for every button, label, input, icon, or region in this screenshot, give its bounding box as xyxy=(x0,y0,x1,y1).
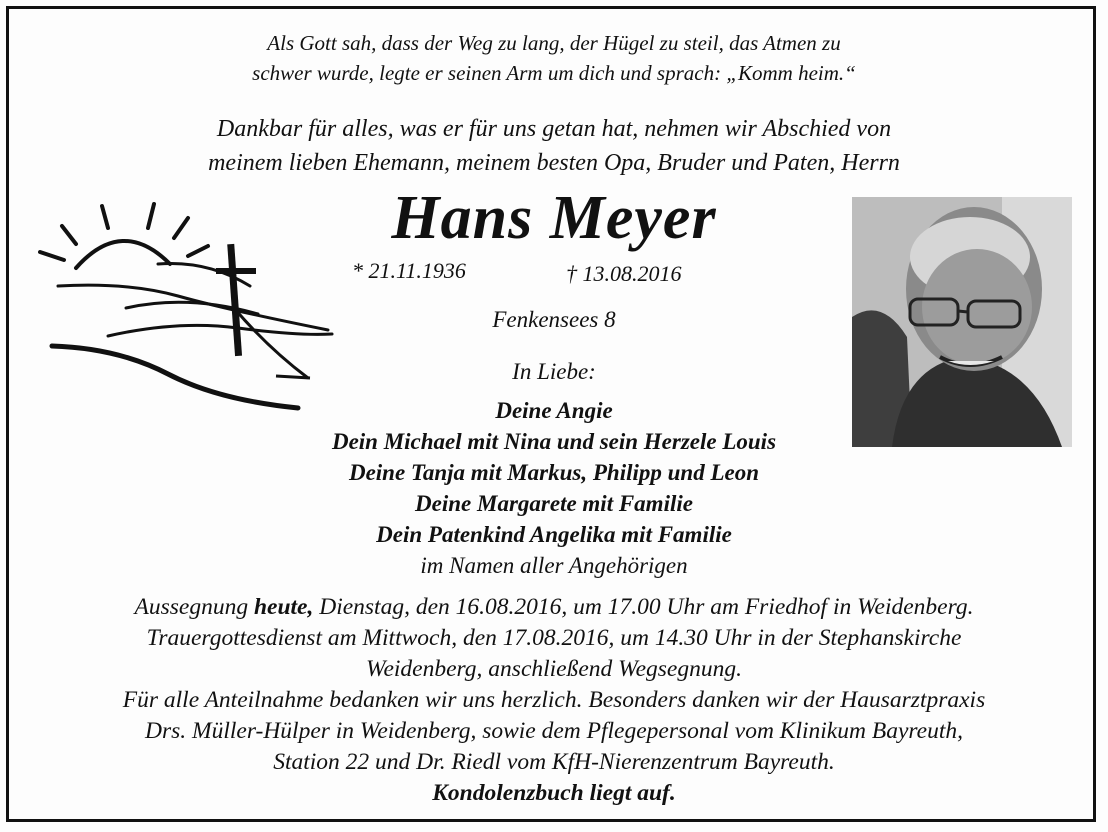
intro-line: Als Gott sah, dass der Weg zu lang, der Hügel zu steil, das Atmen zu xyxy=(267,31,841,55)
death-date: † 13.08.2016 xyxy=(566,261,682,286)
service-text: Aussegnung xyxy=(134,594,254,620)
mourners-closing: im Namen aller Angehörigen xyxy=(420,553,688,578)
in-love-label: In Liebe: xyxy=(512,359,596,384)
thanks-line-2: Drs. Müller-Hülper in Weidenberg, sowie dem Pflegepersonal vom Klinikum Bayreuth, xyxy=(145,718,963,744)
lead-line: Dankbar für alles, was er für uns getan hat, nehmen wir Abschied von xyxy=(216,116,892,142)
deceased-name: Hans Meyer xyxy=(391,184,717,252)
thanks-line-3: Station 22 und Dr. Riedl vom KfH-Nierenzentrum Bayreuth. xyxy=(273,749,835,775)
lead-line: meinem lieben Ehemann, meinem besten Opa, Bruder und Paten, Herrn xyxy=(208,150,900,176)
thanks-line-1: Für alle Anteilnahme bedanken wir uns herzlich. Besonders danken wir der Hausarztpraxis xyxy=(122,687,986,713)
lead-text xyxy=(0,112,1108,180)
mourner-line: Deine Margarete mit Familie xyxy=(415,491,693,516)
sunrise-cross-illustration xyxy=(38,198,334,422)
condolence-text: Kondolenzbuch liegt auf. xyxy=(432,780,676,806)
service-line-1 xyxy=(0,592,1108,623)
portrait-image xyxy=(852,197,1072,447)
service-line-2: Trauergottesdienst am Mittwoch, den 17.08.2016, um 14.30 Uhr in der Stephanskirche xyxy=(146,625,962,651)
service-info xyxy=(0,592,1108,809)
service-text: Dienstag, den 16.08.2016, um 17.00 Uhr am Friedhof in Weidenberg. xyxy=(313,594,974,620)
service-line-3: Weidenberg, anschließend Wegsegnung. xyxy=(366,656,742,682)
mourner-line: Deine Tanja mit Markus, Philipp und Leon xyxy=(348,460,760,485)
portrait-photo xyxy=(852,197,1072,447)
intro-line: schwer wurde, legte er seinen Arm um dich und sprach: „Komm heim.“ xyxy=(252,61,856,85)
mourner-line: Dein Michael mit Nina und sein Herzele Louis xyxy=(331,429,777,454)
birth-date: * 21.11.1936 xyxy=(352,258,466,283)
intro-verse xyxy=(0,28,1108,88)
service-today: heute, xyxy=(253,594,314,620)
mourner-line: Deine Angie xyxy=(495,398,613,423)
condolence-note xyxy=(0,778,1108,809)
address: Fenkensees 8 xyxy=(492,307,616,332)
mourner-line: Dein Patenkind Angelika mit Familie xyxy=(376,522,732,547)
